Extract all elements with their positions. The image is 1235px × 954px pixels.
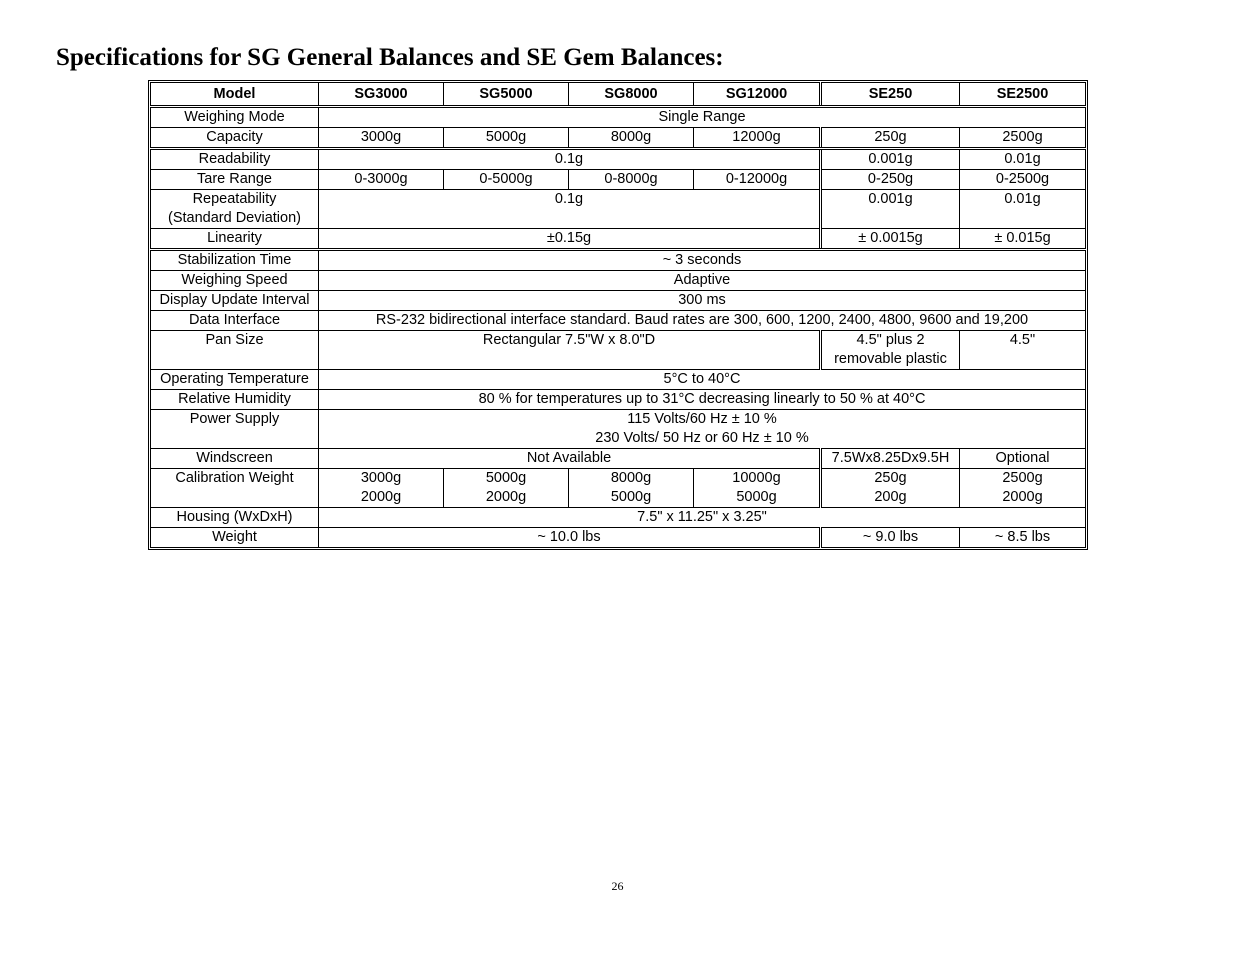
table-row — [151, 250, 1086, 271]
row-label: Display Update Interval — [151, 291, 319, 311]
row-label: Data Interface — [151, 311, 319, 331]
value-cell: 0-2500g — [960, 170, 1086, 190]
value-cell: Not Available — [319, 449, 821, 469]
table-row — [151, 469, 1086, 508]
value-cell: 12000g — [694, 128, 821, 149]
value-cell: 0.1g — [319, 149, 821, 170]
specifications-table — [150, 82, 1086, 548]
row-label: Windscreen — [151, 449, 319, 469]
table-row — [151, 331, 1086, 370]
value-cell — [319, 469, 444, 508]
value-cell — [821, 331, 960, 370]
row-label: Stabilization Time — [151, 250, 319, 271]
row-label — [151, 190, 319, 229]
value-cell: 0-12000g — [694, 170, 821, 190]
value-cell: Rectangular 7.5"W x 8.0"D — [319, 331, 821, 370]
table-row — [151, 291, 1086, 311]
value-line: 5000g — [610, 489, 652, 505]
table-row — [151, 370, 1086, 390]
header-row — [151, 83, 1086, 107]
value-cell: 4.5" — [960, 331, 1086, 370]
value-line: 200g — [874, 489, 907, 505]
value-cell: 250g — [821, 128, 960, 149]
value-line: 250g — [874, 470, 907, 486]
row-label-line: Repeatability — [192, 191, 277, 207]
value-cell: ~ 9.0 lbs — [821, 528, 960, 548]
table-row — [151, 229, 1086, 250]
value-cell: 0.01g — [960, 149, 1086, 170]
table-row — [151, 149, 1086, 170]
value-line: removable plastic — [834, 351, 947, 367]
header-cell: SG5000 — [444, 83, 569, 107]
row-label: Relative Humidity — [151, 390, 319, 410]
value-line: 4.5" plus 2 — [856, 332, 925, 348]
value-cell: 300 ms — [319, 291, 1086, 311]
header-cell: SG3000 — [319, 83, 444, 107]
row-label: Operating Temperature — [151, 370, 319, 390]
specifications-table-frame — [148, 80, 1088, 550]
value-line: 5000g — [736, 489, 777, 505]
table-row — [151, 449, 1086, 469]
value-cell: 80 % for temperatures up to 31°C decreasing linearly to 50 % at 40°C — [319, 390, 1086, 410]
row-label: Weighing Speed — [151, 271, 319, 291]
value-line: 8000g — [610, 470, 652, 486]
table-row — [151, 170, 1086, 190]
page-title: Specifications for SG General Balances and SE Gem Balances: — [56, 44, 724, 71]
value-cell: 0-3000g — [319, 170, 444, 190]
header-cell: SE2500 — [960, 83, 1086, 107]
value-cell: RS-232 bidirectional interface standard. Baud rates are 300, 600, 1200, 2400, 4800, 9600 and 19,200 — [319, 311, 1086, 331]
value-cell: 5°C to 40°C — [319, 370, 1086, 390]
table-row — [151, 528, 1086, 548]
value-cell: 0-8000g — [569, 170, 694, 190]
value-cell: 2500g — [960, 128, 1086, 149]
table-row — [151, 190, 1086, 229]
row-label: Linearity — [151, 229, 319, 250]
table-row — [151, 410, 1086, 449]
value-cell: 0-5000g — [444, 170, 569, 190]
value-line: 2500g — [1002, 470, 1043, 486]
row-label: Housing (WxDxH) — [151, 508, 319, 528]
value-cell: 0.001g — [821, 190, 960, 229]
value-line: 115 Volts/60 Hz ± 10 % — [627, 411, 777, 427]
table-row — [151, 508, 1086, 528]
row-label: Tare Range — [151, 170, 319, 190]
value-cell: 0.001g — [821, 149, 960, 170]
row-label: Pan Size — [151, 331, 319, 370]
value-cell: Adaptive — [319, 271, 1086, 291]
row-label: Capacity — [151, 128, 319, 149]
header-cell: SG8000 — [569, 83, 694, 107]
value-cell: Optional — [960, 449, 1086, 469]
value-cell: ±0.15g — [319, 229, 821, 250]
value-cell: 5000g — [444, 128, 569, 149]
value-cell — [960, 469, 1086, 508]
table-row — [151, 390, 1086, 410]
value-cell — [444, 469, 569, 508]
value-cell: 8000g — [569, 128, 694, 149]
value-line: 2000g — [1002, 489, 1043, 505]
value-cell: ~ 8.5 lbs — [960, 528, 1086, 548]
table-row — [151, 311, 1086, 331]
value-cell: Single Range — [319, 107, 1086, 128]
row-label: Calibration Weight — [151, 469, 319, 508]
value-cell — [821, 469, 960, 508]
value-line: 2000g — [485, 489, 527, 505]
row-label: Readability — [151, 149, 319, 170]
page-number: 26 — [611, 879, 624, 893]
value-line: 230 Volts/ 50 Hz or 60 Hz ± 10 % — [595, 430, 809, 446]
value-line: 5000g — [485, 470, 527, 486]
table-row — [151, 271, 1086, 291]
row-label-line: (Standard Deviation) — [168, 210, 301, 226]
value-line: 2000g — [360, 489, 402, 505]
header-cell: SG12000 — [694, 83, 821, 107]
header-cell: Model — [151, 83, 319, 107]
row-label: Weighing Mode — [151, 107, 319, 128]
value-cell: 0.01g — [960, 190, 1086, 229]
value-cell: 7.5" x 11.25" x 3.25" — [319, 508, 1086, 528]
table-row — [151, 107, 1086, 128]
value-cell: ~ 3 seconds — [319, 250, 1086, 271]
header-cell: SE250 — [821, 83, 960, 107]
value-cell: ~ 10.0 lbs — [319, 528, 821, 548]
value-cell: ± 0.0015g — [821, 229, 960, 250]
value-cell: 7.5Wx8.25Dx9.5H — [821, 449, 960, 469]
row-label: Weight — [151, 528, 319, 548]
value-cell: 0-250g — [821, 170, 960, 190]
value-cell: 3000g — [319, 128, 444, 149]
value-cell — [694, 469, 821, 508]
value-cell: 0.1g — [319, 190, 821, 229]
table-row — [151, 128, 1086, 149]
value-cell — [319, 410, 1086, 449]
value-line: 3000g — [360, 470, 402, 486]
value-cell — [569, 469, 694, 508]
row-label: Power Supply — [151, 410, 319, 449]
value-cell: ± 0.015g — [960, 229, 1086, 250]
value-line: 10000g — [732, 470, 781, 486]
